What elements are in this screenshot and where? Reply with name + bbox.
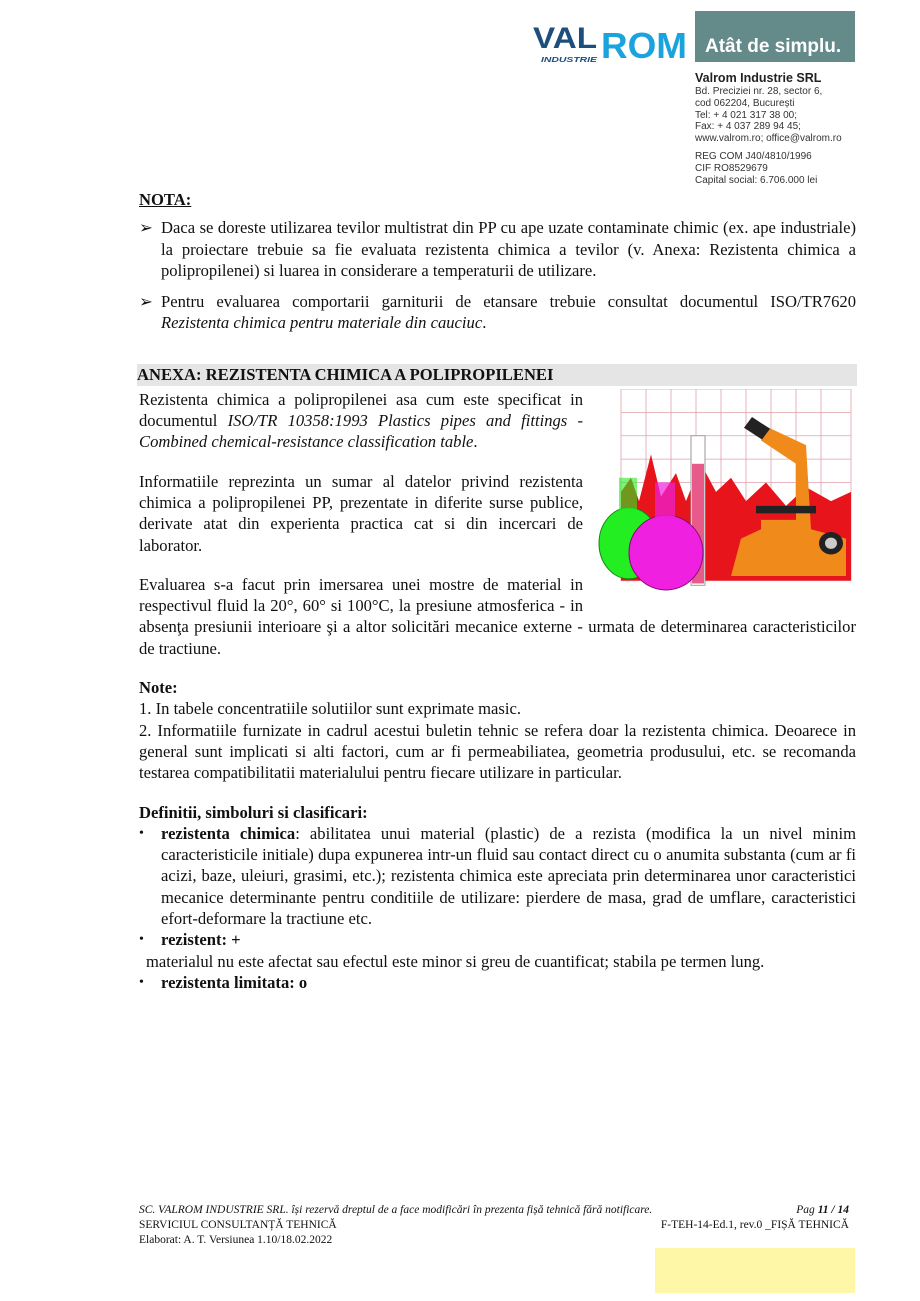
reg-line: REG COM J40/4810/1996 <box>695 150 812 162</box>
phone-line: Tel: + 4 021 317 38 00; <box>695 109 798 121</box>
definition-text: materialul nu este afectat sau efectul este minor si greu de cuantificat; stabila pe termen lung. <box>146 951 765 971</box>
standard-reference: ISO/TR 10358:1993 Plastics pipes and fittings - Combined chemical-resistance classification table <box>139 411 583 452</box>
bullet-icon: • <box>139 932 144 948</box>
definition-term: rezistent: + <box>161 930 241 950</box>
arrow-bullet-icon: ➢ <box>139 218 153 238</box>
yellow-note-box <box>655 1248 855 1293</box>
reg-line: Capital social: 6.706.000 lei <box>695 174 818 186</box>
definition-item <box>139 929 856 950</box>
page-prefix: Pag <box>796 1204 818 1216</box>
reg-line: CIF RO8529679 <box>695 162 768 174</box>
note-heading: Note: <box>139 678 178 698</box>
web-email-line: www.valrom.ro; office@valrom.ro <box>695 133 842 145</box>
text: . <box>473 432 478 452</box>
valrom-logo <box>533 18 688 64</box>
nota-text: Pentru evaluarea comportarii garniturii de etansare trebuie consultat documentul ISO/TR7620 <box>161 292 856 312</box>
definition-text: : abilitatea unui material (plastic) de a rezista (modifica la un nivel minim caracteristicile initiale) dupa expunerea intr-un fluid sau contact direct cu o anumita substanta (cum ar fi acizi, baze, uleiuri, grasimi, etc.); rezistenta chimica este apreciata prin determinarea unor caracteristici mecanice determinante pentru conditiile de utilizare: pierdere de masa, grad de umflare, caracteristici efort-deformare la tractiune etc. <box>161 823 856 929</box>
note-item: 1. In tabele concentratiile solutiilor sunt exprimate masic. <box>139 699 521 719</box>
footer-service: SERVICIUL CONSULTANȚĂ TEHNICĂ <box>139 1219 337 1231</box>
company-address <box>695 71 842 186</box>
svg-text:VAL: VAL <box>533 22 597 55</box>
nota-italic: Rezistenta chimica pentru materiale din cauciuc <box>161 313 483 333</box>
address-line: Bd. Preciziei nr. 28, sector 6, <box>695 86 823 97</box>
nota-item <box>139 291 856 334</box>
laboratory-illustration <box>591 389 856 604</box>
definitions-heading: Definitii, simboluri si clasificari: <box>139 802 368 822</box>
nota-text: Daca se doreste utilizarea tevilor multistrat din PP cu ape uzate contaminate chimic (ex. ape industriale) la proiectare trebuie sa fie evaluata rezistenta chimica a tevilor (v. Anexa: Rezistenta chimica a polipropilenei) si luarea in considerare a temperaturii de utilizare. <box>161 218 856 280</box>
anexa-paragraph-3: Evaluarea s-a facut prin imersarea unei mostre de material in respectivul fluid la 20°, 60° si 100°C, la presiune atmosferica - in absenţa presiunii interioare şi a altor solicitări mecanice externe - urmata de determinarea caracteristicilor de tractiune. <box>139 574 856 658</box>
company-name: Valrom Industrie SRL <box>695 71 822 85</box>
arrow-bullet-icon: ➢ <box>139 292 153 312</box>
page-footer <box>139 1203 849 1248</box>
page-value: 11 / 14 <box>817 1204 849 1216</box>
fax-line: Fax: + 4 037 289 94 45; <box>695 121 801 133</box>
definition-term: rezistenta limitata: o <box>161 972 308 992</box>
definition-item <box>139 823 856 929</box>
slogan-banner: Atât de simplu. <box>695 11 855 62</box>
address-line: cod 062204, București <box>695 97 795 109</box>
anexa-paragraph-2: Informatiile reprezinta un sumar al datelor privind rezistenta chimica a polipropilenei PP, prezentate in diferite surse publice, derivate atat din experienta practica cat si din incercari de laborator. <box>139 471 583 555</box>
svg-text:ROM: ROM <box>601 25 687 64</box>
anexa-heading: ANEXA: REZISTENTA CHIMICA A POLIPROPILENEI <box>137 364 857 386</box>
nota-end: . <box>482 313 487 333</box>
document-body <box>139 189 856 993</box>
svg-text:INDUSTRIE: INDUSTRIE <box>541 57 598 64</box>
bullet-icon: • <box>139 825 144 841</box>
footer-version: Elaborat: A. T. Versiunea 1.10/18.02.2022 <box>139 1234 333 1246</box>
page-number <box>796 1203 849 1218</box>
definition-term: rezistenta chimica <box>161 823 296 843</box>
text: Rezistenta chimica a polipropilenei asa cum este specificat in documentul <box>139 389 583 431</box>
footer-disclaimer: SC. VALROM INDUSTRIE SRL. își rezervă dreptul de a face modificări în prezenta fișă tehnică fără notificare. <box>139 1204 653 1216</box>
definition-item <box>139 972 856 993</box>
footer-form-code: F-TEH-14-Ed.1, rev.0 _FIȘĂ TEHNICĂ <box>660 1219 849 1231</box>
nota-heading: NOTA: <box>139 190 192 209</box>
nota-item <box>139 217 856 281</box>
bullet-icon: • <box>139 974 144 990</box>
note-item: 2. Informatiile furnizate in cadrul acestui buletin tehnic se refera doar la rezistenta chimica. Deoarece in general sunt implicati si alti factori, cum ar fi permeabiliatea, geometria produsului, etc. se recomanda testarea compatibilitatii materialului pentru fiecare utilizare in particular. <box>139 720 856 783</box>
